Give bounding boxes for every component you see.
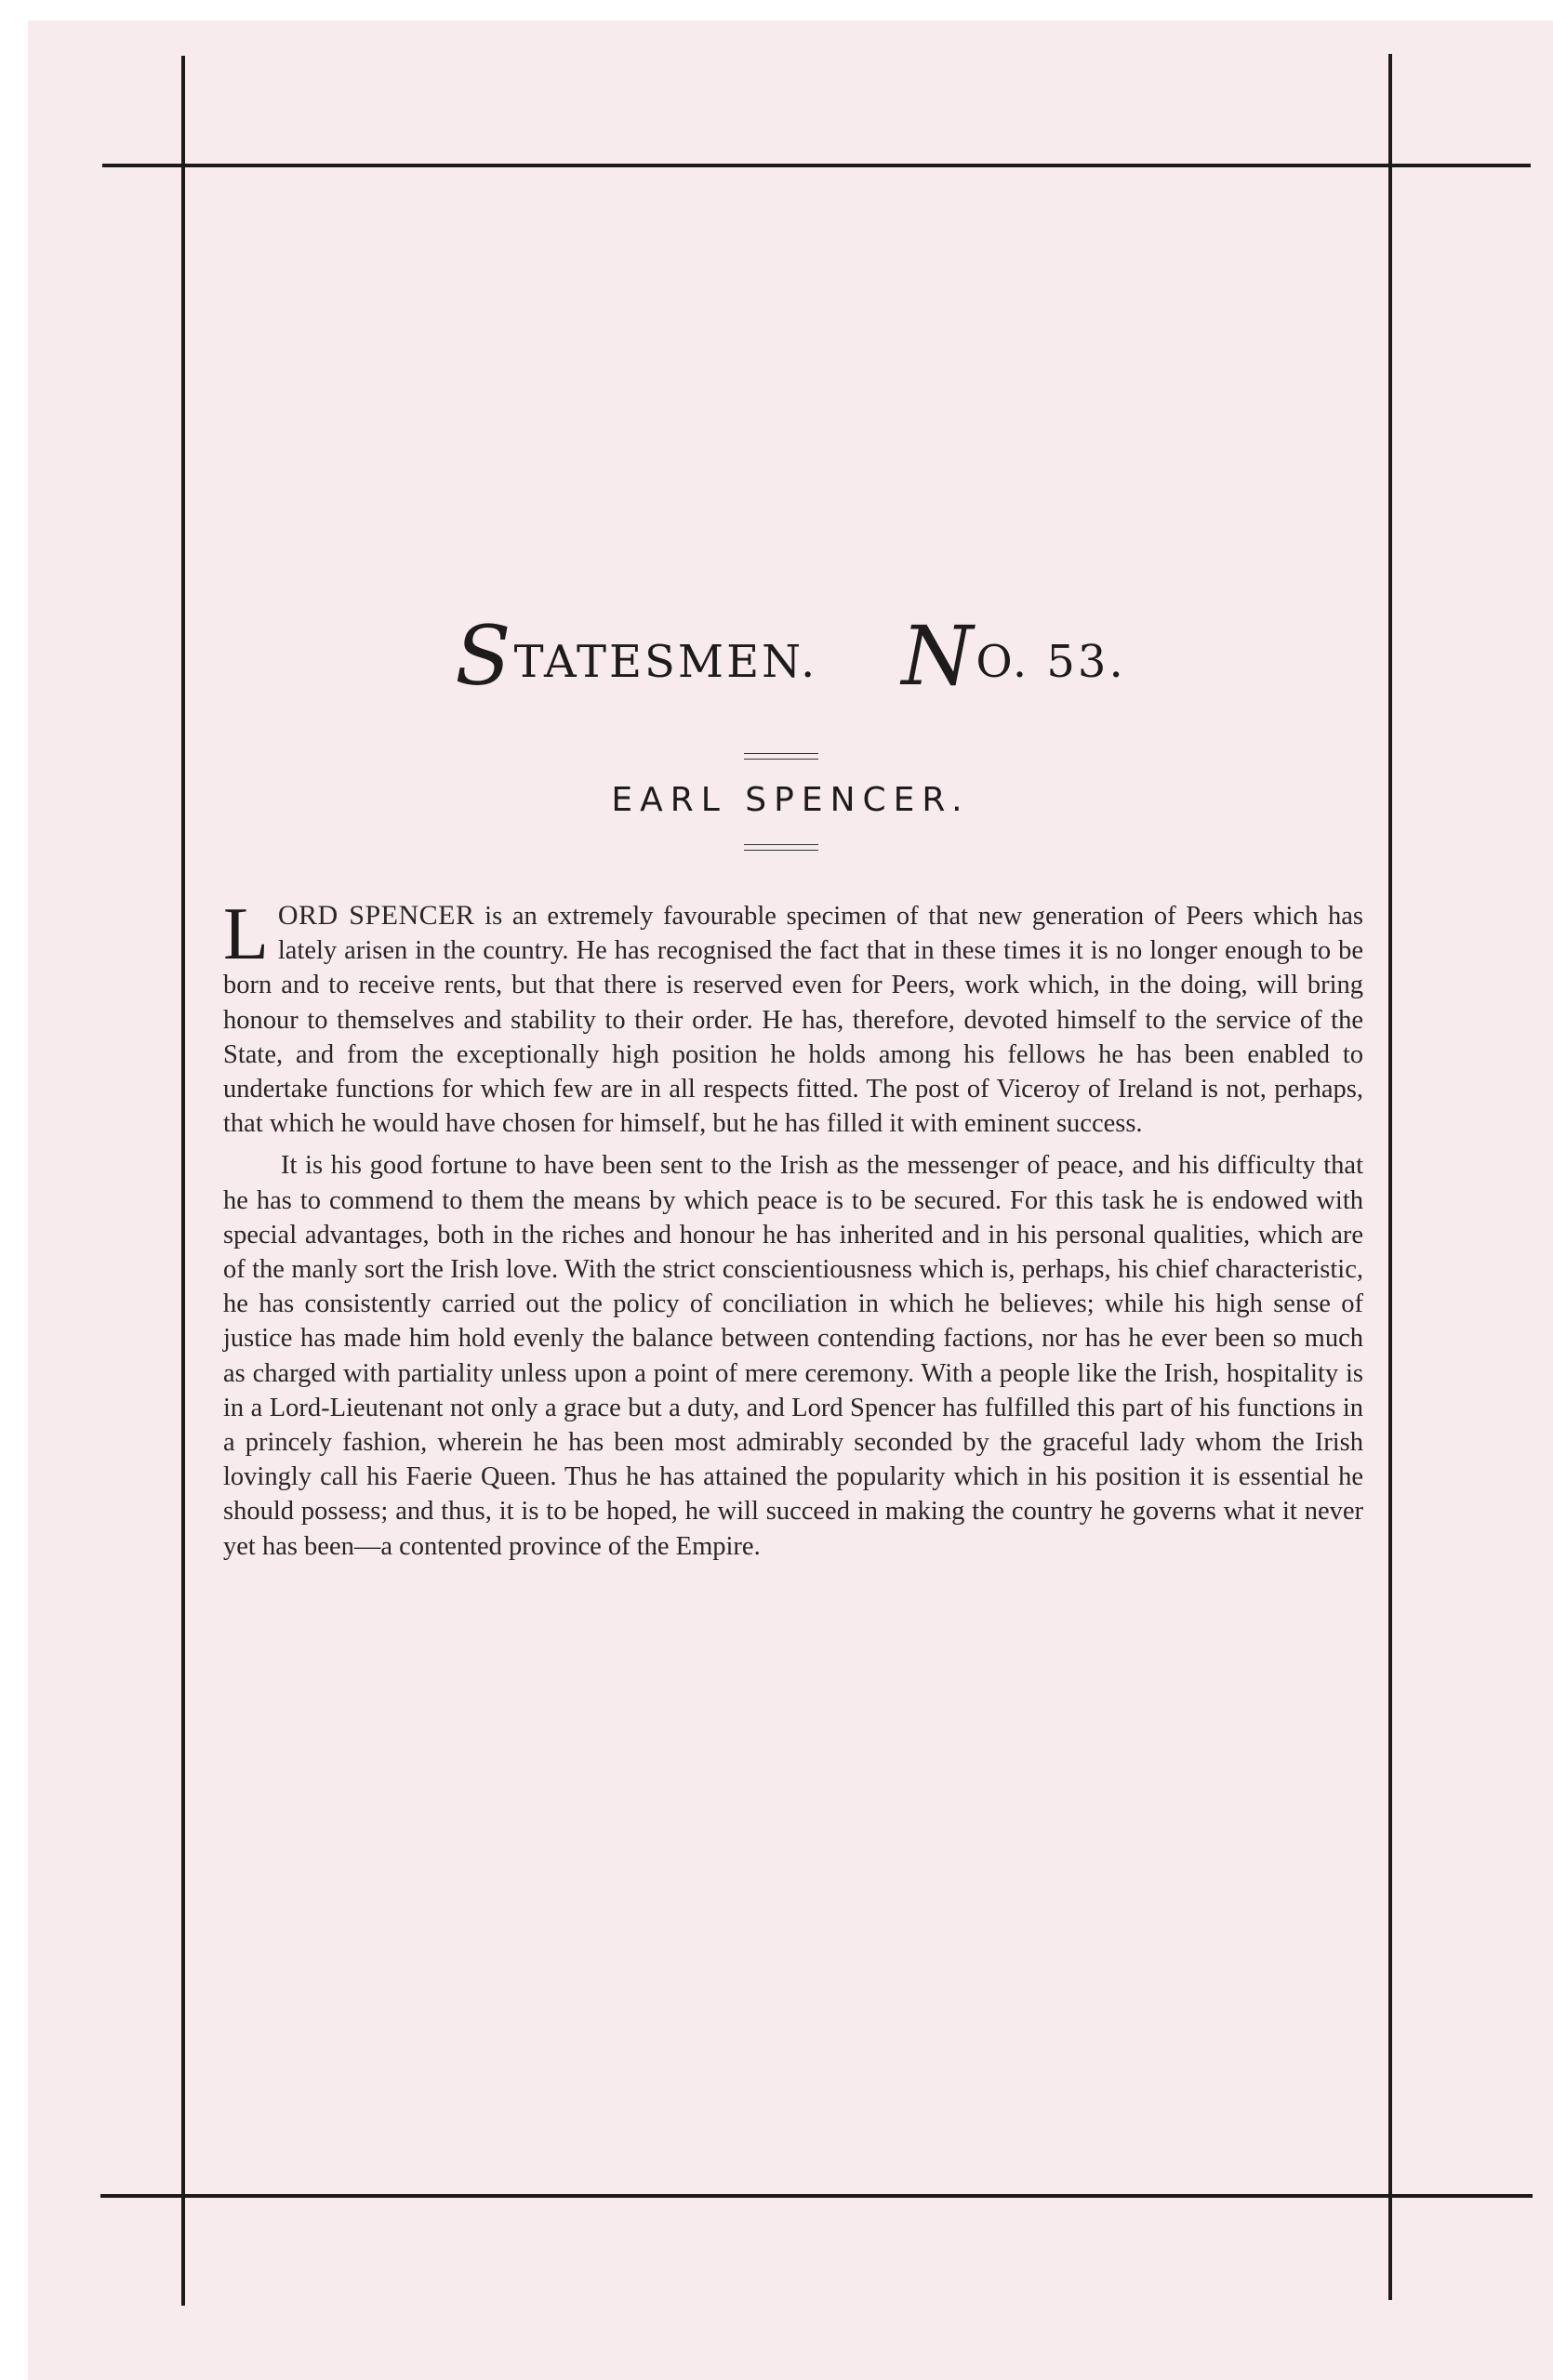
series-title: TATESMEN. <box>513 636 818 688</box>
number-initial: N <box>901 608 976 704</box>
paragraph-1-text: is an extremely favourable specimen of that new generation of Peers which has lately arisen in the country. He has recognised the fact that in these times it is no longer enough to be born and to receive rents, but that there is reserved even for Peers, work which, in the doing, will bring honour to themselves and stability to their order. He has, therefore, devoted himself to the service of the State, and from the exceptionally high position he holds among his fellows he has been enabled to undertake functions for which few are in all respects fitted. The post of Viceroy of Ireland is not, perhaps, that which he would have chosen for himself, but he has filled it with eminent success. <box>223 902 1363 1139</box>
number-label: O. <box>976 636 1030 688</box>
border-rule-bottom <box>100 2194 1533 2198</box>
series-number: 53. <box>1046 636 1126 688</box>
border-rule-left <box>181 56 185 2306</box>
border-rule-top <box>102 164 1531 167</box>
paragraph-1 <box>223 893 1363 1141</box>
ornament-rule-top <box>744 753 818 760</box>
ornament-rule-bottom <box>744 844 818 851</box>
page-sheet <box>28 20 1553 2380</box>
paragraph-2: It is his good fortune to have been sent to the Irish as the messenger of peace, and his difficulty that he has to commend to them the means by which peace is to be secured. For this task he is endowed with special advantages, both in the riches and honour he has inherited and in his personal qualities, which are of the manly sort the Irish love. With the strict conscientiousness which is, perhaps, his chief characteristic, he has consistently carried out the policy of conciliation in which he believes; while his high sense of justice has made him hold evenly the balance between contending factions, nor has he ever been so much as charged with partiality unless upon a point of mere ceremony. With a people like the Irish, hospitality is in a Lord-Lieutenant not only a grace but a duty, and Lord Spencer has fulfilled this part of his functions in a princely fashion, wherein he has been most admirably seconded by the graceful lady whom the Irish lovingly call his Faerie Queen. Thus he has attained the popularity which in his position it is essential he should possess; and thus, it is to be hoped, he will succeed in making the country he governs what it never yet has been—a contented province of the Empire. <box>223 1151 1363 1561</box>
border-rule-right <box>1388 54 1392 2300</box>
drop-cap: L <box>223 893 269 975</box>
series-initial: S <box>455 608 514 704</box>
series-heading <box>28 608 1553 704</box>
article-body <box>223 893 1363 1571</box>
article-title: EARL SPENCER. <box>611 781 970 819</box>
lead-words: ORD SPENCER <box>277 900 475 931</box>
